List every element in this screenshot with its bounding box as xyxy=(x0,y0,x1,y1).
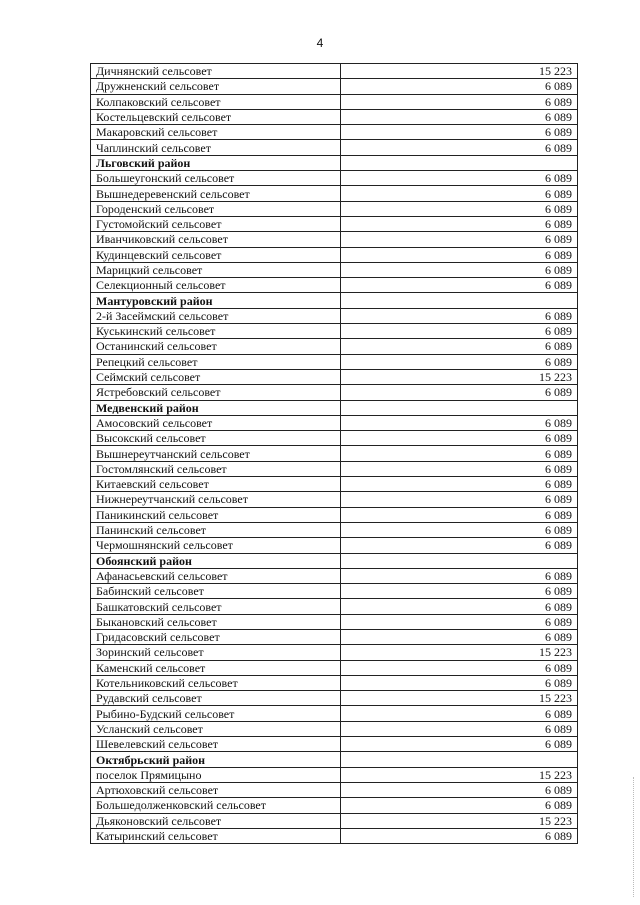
table-row xyxy=(91,706,578,721)
table-row xyxy=(91,584,578,599)
allocation-table-body xyxy=(91,64,578,844)
amount-value xyxy=(341,155,578,170)
table-row xyxy=(91,431,578,446)
settlement-name: Вышнереутчанский сельсовет xyxy=(91,446,341,461)
settlement-name: Паникинский сельсовет xyxy=(91,507,341,522)
amount-value: 6 089 xyxy=(341,431,578,446)
amount-value: 6 089 xyxy=(341,477,578,492)
amount-value: 6 089 xyxy=(341,415,578,430)
table-row xyxy=(91,339,578,354)
amount-value: 6 089 xyxy=(341,737,578,752)
table-row xyxy=(91,354,578,369)
amount-value: 6 089 xyxy=(341,247,578,262)
amount-value: 6 089 xyxy=(341,614,578,629)
amount-value: 6 089 xyxy=(341,94,578,109)
amount-value: 6 089 xyxy=(341,354,578,369)
table-row xyxy=(91,125,578,140)
settlement-name: Чермошнянский сельсовет xyxy=(91,538,341,553)
settlement-name: Нижнереутчанский сельсовет xyxy=(91,492,341,507)
table-row xyxy=(91,522,578,537)
table-row xyxy=(91,171,578,186)
table-row xyxy=(91,446,578,461)
amount-value: 6 089 xyxy=(341,782,578,797)
allocation-table-container xyxy=(90,63,578,844)
amount-value: 6 089 xyxy=(341,278,578,293)
settlement-name: Иванчиковский сельсовет xyxy=(91,232,341,247)
table-row xyxy=(91,79,578,94)
table-row xyxy=(91,813,578,828)
table-row xyxy=(91,767,578,782)
table-row xyxy=(91,599,578,614)
district-header-row xyxy=(91,400,578,415)
settlement-name: Зоринский сельсовет xyxy=(91,645,341,660)
settlement-name: Куськинский сельсовет xyxy=(91,324,341,339)
district-name: Медвенский район xyxy=(91,400,341,415)
settlement-name: Костельцевский сельсовет xyxy=(91,109,341,124)
amount-value: 6 089 xyxy=(341,201,578,216)
amount-value: 6 089 xyxy=(341,675,578,690)
settlement-name: Бабинский сельсовет xyxy=(91,584,341,599)
amount-value: 6 089 xyxy=(341,522,578,537)
amount-value: 15 223 xyxy=(341,645,578,660)
table-row xyxy=(91,675,578,690)
scan-margin-mark xyxy=(633,777,638,897)
settlement-name: Рыбино-Будский сельсовет xyxy=(91,706,341,721)
amount-value: 6 089 xyxy=(341,660,578,675)
table-row xyxy=(91,415,578,430)
amount-value xyxy=(341,400,578,415)
settlement-name: Высокский сельсовет xyxy=(91,431,341,446)
amount-value: 6 089 xyxy=(341,706,578,721)
settlement-name: Рудавский сельсовет xyxy=(91,691,341,706)
district-name: Льговский район xyxy=(91,155,341,170)
amount-value: 6 089 xyxy=(341,262,578,277)
amount-value: 6 089 xyxy=(341,216,578,231)
amount-value: 6 089 xyxy=(341,140,578,155)
amount-value: 6 089 xyxy=(341,446,578,461)
district-name: Октябрьский район xyxy=(91,752,341,767)
table-row xyxy=(91,568,578,583)
settlement-name: 2-й Засеймский сельсовет xyxy=(91,308,341,323)
amount-value: 6 089 xyxy=(341,798,578,813)
table-row xyxy=(91,492,578,507)
settlement-name: поселок Прямицыно xyxy=(91,767,341,782)
allocation-table xyxy=(90,63,578,844)
settlement-name: Быкановский сельсовет xyxy=(91,614,341,629)
table-row xyxy=(91,94,578,109)
amount-value xyxy=(341,293,578,308)
table-row xyxy=(91,308,578,323)
settlement-name: Катыринский сельсовет xyxy=(91,828,341,843)
amount-value: 6 089 xyxy=(341,461,578,476)
settlement-name: Кудинцевский сельсовет xyxy=(91,247,341,262)
table-row xyxy=(91,186,578,201)
amount-value: 6 089 xyxy=(341,186,578,201)
amount-value: 6 089 xyxy=(341,308,578,323)
amount-value: 6 089 xyxy=(341,492,578,507)
district-header-row xyxy=(91,155,578,170)
table-row xyxy=(91,721,578,736)
settlement-name: Каменский сельсовет xyxy=(91,660,341,675)
table-row xyxy=(91,798,578,813)
table-row xyxy=(91,232,578,247)
settlement-name: Ястребовский сельсовет xyxy=(91,385,341,400)
table-row xyxy=(91,538,578,553)
settlement-name: Чаплинский сельсовет xyxy=(91,140,341,155)
settlement-name: Сеймский сельсовет xyxy=(91,369,341,384)
table-row xyxy=(91,507,578,522)
table-row xyxy=(91,385,578,400)
amount-value: 6 089 xyxy=(341,125,578,140)
amount-value: 6 089 xyxy=(341,721,578,736)
amount-value: 6 089 xyxy=(341,171,578,186)
table-row xyxy=(91,477,578,492)
amount-value: 6 089 xyxy=(341,324,578,339)
settlement-name: Панинский сельсовет xyxy=(91,522,341,537)
table-row xyxy=(91,262,578,277)
settlement-name: Артюховский сельсовет xyxy=(91,782,341,797)
amount-value: 6 089 xyxy=(341,538,578,553)
settlement-name: Дьяконовский сельсовет xyxy=(91,813,341,828)
table-row xyxy=(91,645,578,660)
table-row xyxy=(91,629,578,644)
table-row xyxy=(91,369,578,384)
table-row xyxy=(91,828,578,843)
settlement-name: Котельниковский сельсовет xyxy=(91,675,341,690)
district-header-row xyxy=(91,553,578,568)
settlement-name: Дружненский сельсовет xyxy=(91,79,341,94)
settlement-name: Густомойский сельсовет xyxy=(91,216,341,231)
amount-value: 15 223 xyxy=(341,691,578,706)
amount-value: 6 089 xyxy=(341,599,578,614)
settlement-name: Усланский сельсовет xyxy=(91,721,341,736)
district-name: Мантуровский район xyxy=(91,293,341,308)
settlement-name: Гостомлянский сельсовет xyxy=(91,461,341,476)
settlement-name: Башкатовский сельсовет xyxy=(91,599,341,614)
table-row xyxy=(91,461,578,476)
amount-value: 6 089 xyxy=(341,629,578,644)
settlement-name: Шевелевский сельсовет xyxy=(91,737,341,752)
table-row xyxy=(91,324,578,339)
table-row xyxy=(91,737,578,752)
amount-value: 6 089 xyxy=(341,232,578,247)
table-row xyxy=(91,247,578,262)
settlement-name: Вышнедеревенский сельсовет xyxy=(91,186,341,201)
amount-value: 6 089 xyxy=(341,507,578,522)
page-number: 4 xyxy=(316,36,324,50)
amount-value xyxy=(341,752,578,767)
amount-value: 6 089 xyxy=(341,109,578,124)
settlement-name: Макаровский сельсовет xyxy=(91,125,341,140)
district-name: Обоянский район xyxy=(91,553,341,568)
table-row xyxy=(91,660,578,675)
amount-value: 15 223 xyxy=(341,64,578,79)
district-header-row xyxy=(91,293,578,308)
amount-value: 6 089 xyxy=(341,385,578,400)
settlement-name: Колпаковский сельсовет xyxy=(91,94,341,109)
table-row xyxy=(91,201,578,216)
table-row xyxy=(91,109,578,124)
table-row xyxy=(91,691,578,706)
amount-value: 15 223 xyxy=(341,369,578,384)
settlement-name: Селекционный сельсовет xyxy=(91,278,341,293)
settlement-name: Афанасьевский сельсовет xyxy=(91,568,341,583)
amount-value: 15 223 xyxy=(341,767,578,782)
settlement-name: Городенский сельсовет xyxy=(91,201,341,216)
settlement-name: Большедолженковский сельсовет xyxy=(91,798,341,813)
amount-value: 15 223 xyxy=(341,813,578,828)
settlement-name: Китаевский сельсовет xyxy=(91,477,341,492)
settlement-name: Гридасовский сельсовет xyxy=(91,629,341,644)
settlement-name: Дичнянский сельсовет xyxy=(91,64,341,79)
amount-value: 6 089 xyxy=(341,79,578,94)
settlement-name: Репецкий сельсовет xyxy=(91,354,341,369)
amount-value: 6 089 xyxy=(341,828,578,843)
table-row xyxy=(91,278,578,293)
amount-value xyxy=(341,553,578,568)
amount-value: 6 089 xyxy=(341,339,578,354)
settlement-name: Останинский сельсовет xyxy=(91,339,341,354)
district-header-row xyxy=(91,752,578,767)
table-row xyxy=(91,64,578,79)
table-row xyxy=(91,140,578,155)
settlement-name: Большеугонский сельсовет xyxy=(91,171,341,186)
settlement-name: Марицкий сельсовет xyxy=(91,262,341,277)
table-row xyxy=(91,782,578,797)
table-row xyxy=(91,614,578,629)
table-row xyxy=(91,216,578,231)
amount-value: 6 089 xyxy=(341,584,578,599)
settlement-name: Амосовский сельсовет xyxy=(91,415,341,430)
amount-value: 6 089 xyxy=(341,568,578,583)
